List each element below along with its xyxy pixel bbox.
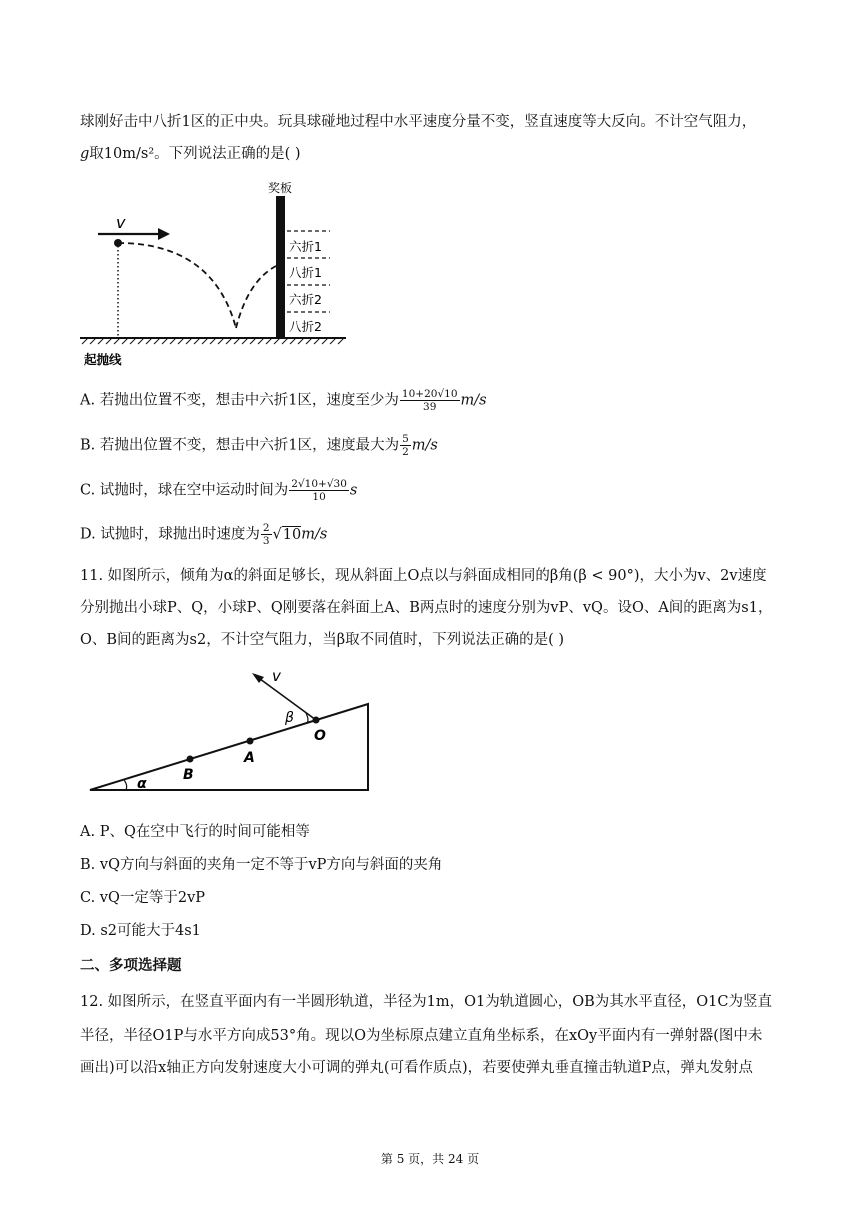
zone-label-1: 六折1 [289, 239, 322, 254]
board-label: 奖板 [268, 181, 293, 195]
trajectory-down [118, 243, 236, 328]
option-d-fraction [261, 522, 272, 547]
option-d-radicand: 10 [282, 526, 302, 543]
option-a-fraction [400, 388, 460, 413]
start-line-label: 起抛线 [84, 352, 122, 367]
option-c-denominator: 10 [312, 491, 326, 503]
option-d-denominator: 3 [262, 535, 270, 547]
point-a [247, 738, 254, 745]
zone-label-3: 六折2 [289, 292, 322, 307]
fig-v-label: v [272, 667, 281, 685]
fig-o-label: O [314, 728, 326, 744]
q12-line-1: 12. 如图所示，在竖直平面内有一半圆形轨道，半径为1m，O1为轨道圆心，OB为其水平直径，O1C为竖直 [80, 994, 773, 1010]
q10-line-2 [80, 144, 301, 164]
option-b-denominator: 2 [402, 446, 409, 458]
option-c-fraction [289, 478, 349, 503]
page-footer: 第 5 页，共 24 页 [380, 1152, 480, 1166]
option-b-unit: m/s [411, 437, 438, 454]
fig-a-label: A [244, 750, 255, 766]
q11-line-3: O、B间的距离为s2，不计空气阻力，当β取不同值时，下列说法正确的是( ) [80, 632, 565, 648]
velocity-arrowhead [158, 228, 170, 240]
q10-option-b [80, 433, 438, 458]
option-d-numerator: 2 [262, 522, 270, 534]
option-a-unit: m/s [460, 392, 487, 409]
point-o [313, 717, 320, 724]
zone-label-2: 八折1 [289, 265, 322, 280]
option-b-text: B. 若抛出位置不变，想击中六折1区，速度最大为 [80, 437, 400, 454]
option-b-fraction [400, 433, 411, 458]
board [276, 196, 285, 338]
section-heading: 二、多项选择题 [80, 958, 182, 974]
option-a-denominator: 39 [423, 401, 437, 413]
q11-option-a: A. P、Q在空中飞行的时间可能相等 [80, 824, 310, 840]
q11-option-b: B. vQ方向与斜面的夹角一定不等于vP方向与斜面的夹角 [80, 857, 443, 873]
q11-option-c: C. vQ一定等于2vP [80, 890, 206, 906]
q10-option-c [80, 478, 357, 503]
option-b-numerator: 5 [402, 433, 409, 445]
option-c-unit: s [349, 482, 358, 499]
q10-figure [78, 176, 348, 371]
g-symbol: g [80, 146, 90, 162]
q11-option-d: D. s2可能大于4s1 [80, 923, 201, 939]
incline [90, 704, 368, 790]
option-c-numerator: 2√10+√30 [291, 478, 347, 490]
q12-line-2: 半径，半径O1P与水平方向成53°角。现以O为坐标原点建立直角坐标系，在xOy平面内有一弹射器(图中未 [80, 1028, 763, 1044]
fig-b-label: B [183, 767, 194, 783]
q10-option-a [80, 388, 487, 413]
v-label: v [116, 213, 126, 232]
q10-line-2-text: 取10m/s²。下列说法正确的是( ) [89, 146, 301, 162]
q11-figure [80, 664, 380, 799]
option-a-text: A. 若抛出位置不变，想击中六折1区，速度至少为 [80, 392, 399, 409]
q10-line-1: 球刚好击中八折1区的正中央。玩具球碰地过程中水平速度分量不变，竖直速度等大反向。不计空气阻力， [80, 114, 757, 130]
q11-line-1: 11. 如图所示，倾角为α的斜面足够长，现从斜面上O点以与斜面成相同的β角(β < 90°)，大小为v、2v速度 [80, 568, 767, 584]
option-c-text: C. 试抛时，球在空中运动时间为 [80, 482, 289, 499]
zone-label-4: 八折2 [289, 319, 322, 334]
option-d-text: D. 试抛时，球抛出时速度为 [80, 526, 260, 543]
option-d-unit: m/s [301, 526, 328, 543]
q12-line-3: 画出)可以沿x轴正方向发射速度大小可调的弹丸(可看作质点)，若要使弹丸垂直撞击轨道P点，弹丸发射点 [80, 1060, 753, 1076]
q11-line-2: 分别抛出小球P、Q，小球P、Q刚要落在斜面上A、B两点时的速度分别为vP、vQ。设O、A间的距离为s1， [80, 600, 773, 616]
point-b [187, 756, 194, 763]
fig-alpha-label: α [137, 776, 147, 792]
fig-beta-label: β [285, 710, 294, 726]
option-a-numerator: 10+20√10 [401, 388, 458, 400]
alpha-arc [124, 780, 127, 790]
q10-option-d: D. 试抛时，球抛出时速度为 $\frac{2}{3}$ √10m/s [80, 522, 328, 547]
trajectory-up [236, 266, 276, 328]
